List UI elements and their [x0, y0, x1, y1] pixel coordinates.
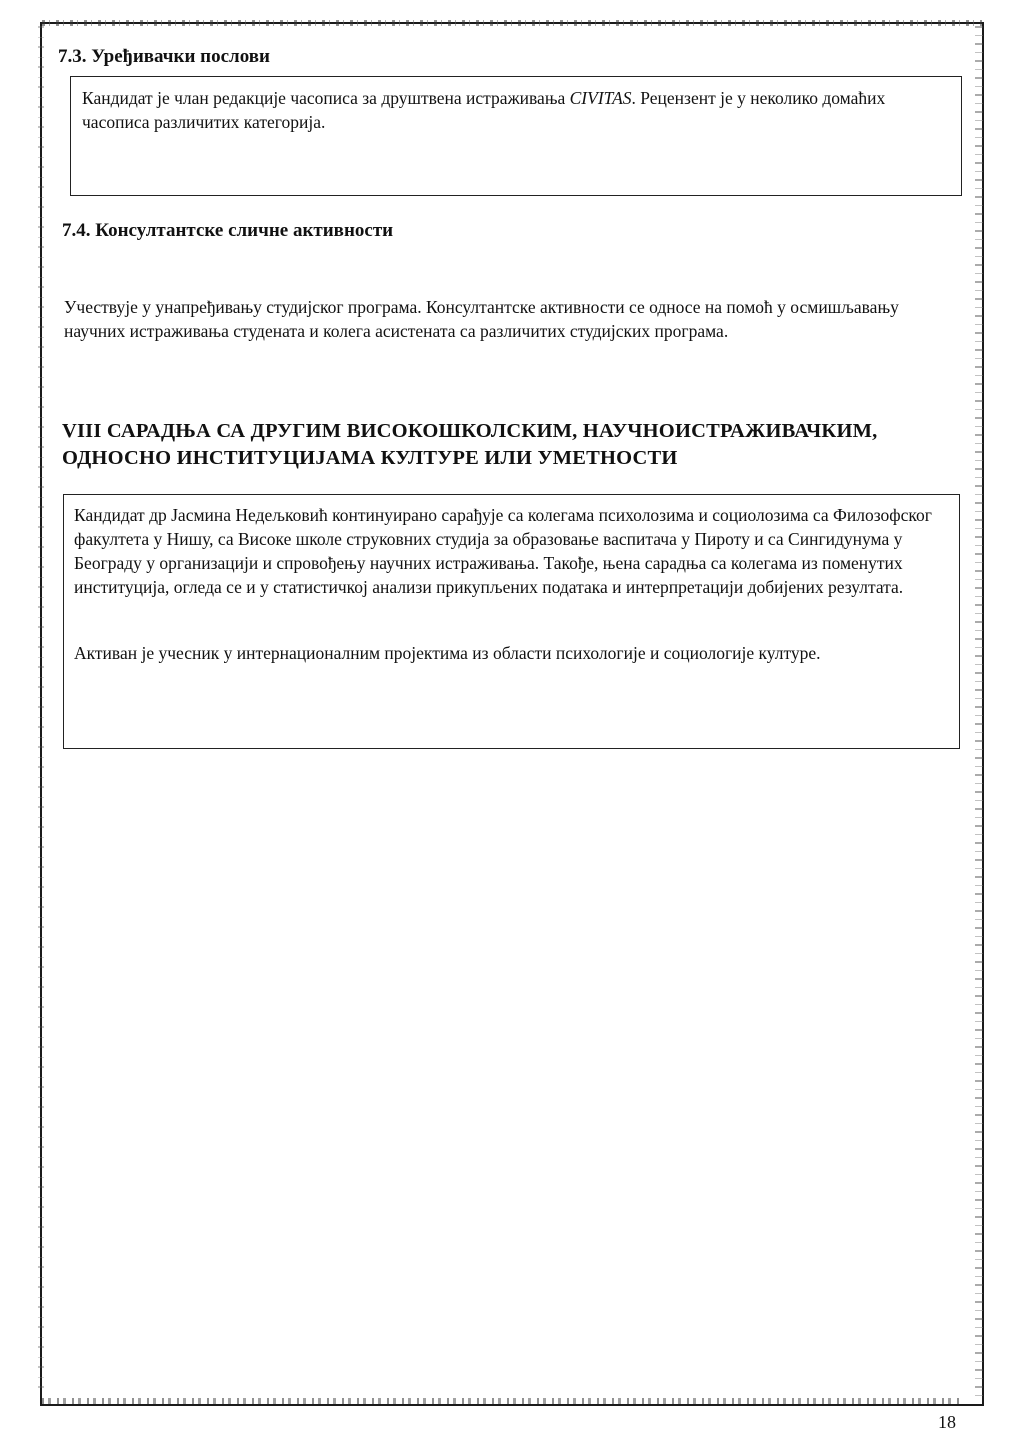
section-7-3-text: Кандидат је члан редакције часописа за друштвена истраживања CIVITAS. Рецензент је у неколико домаћих часописа различитих категорија. — [82, 88, 886, 132]
scan-noise-bottom — [42, 1398, 962, 1404]
section-8-paragraph-1: Кандидат др Јасмина Недељковић континуирано сарађује са колегама психолозима и социолозима са Филозофског факултета у Нишу, са Високе школе струковних студија за образовање васпитача у Пироту и са Сингидунума у Београду у организацији и спровођењу научних истраживања. Такође, њена сарадња са колегама из поменутих институција, огледа се и у статистичкој анализи прикупљених података и интерпретацији добијених резултата. — [74, 505, 932, 597]
scan-noise-left — [38, 26, 44, 1396]
section-8-title: VIII САРАДЊА СА ДРУГИМ ВИСОКОШКОЛСКИМ, НАУЧНОИСТРАЖИВАЧКИМ, ОДНОСНО ИНСТИТУЦИЈАМА КУЛТУРЕ ИЛИ УМЕТНОСТИ — [62, 420, 878, 469]
section-7-3-heading: 7.3. Уређивачки послови — [58, 46, 270, 67]
section-7-4-text: Учествује у унапређивању студијског програма. Консултантске активности се односе на помоћ у осмишљавању научних истраживања студената и колега асистената са различитих студијских програма. — [64, 297, 899, 341]
scan-noise-right — [975, 26, 983, 1396]
section-7-4-heading: 7.4. Консултантске сличне активности — [62, 220, 394, 241]
page-number: 18 — [938, 1412, 956, 1432]
section-8-paragraph-2: Активан је учесник у интернационалним пројектима из области психологије и социологије културе. — [74, 643, 821, 663]
scan-noise-top — [42, 20, 982, 26]
